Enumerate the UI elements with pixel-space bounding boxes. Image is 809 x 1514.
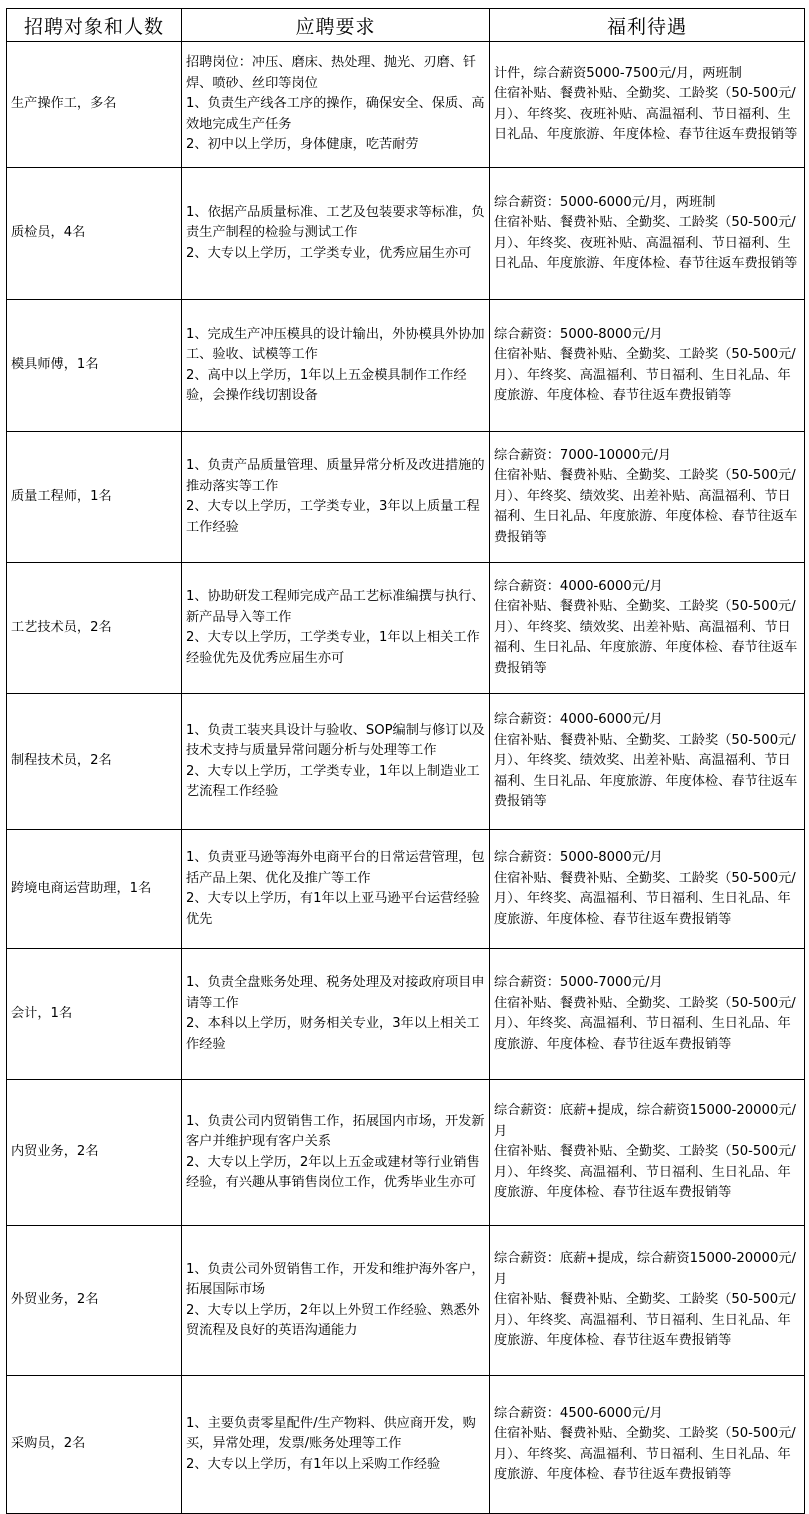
- table-row: [7, 1226, 805, 1376]
- benefit-line: 计件，综合薪资5000-7500元/月，两班制: [494, 65, 742, 81]
- requirement-line: 2、本科以上学历，财务相关专业，3年以上相关工作经验: [186, 1016, 480, 1052]
- table-row: [7, 694, 805, 830]
- requirement-line: 2、初中以上学历，身体健康，吃苦耐劳: [186, 137, 419, 153]
- requirement-line: 2、大专以上学历，工学类专业，1年以上相关工作经验优先及优秀应届生亦可: [186, 630, 480, 666]
- position-cell: 质量工程师，1名: [7, 432, 182, 563]
- position-cell: 工艺技术员，2名: [7, 563, 182, 694]
- requirement-line: 2、大专以上学历，工学类专业，3年以上质量工程工作经验: [186, 499, 480, 535]
- requirement-line: 1、负责公司内贸销售工作，拓展国内市场，开发新客户并维护现有客户关系: [186, 1113, 485, 1149]
- requirement-line: 1、负责全盘账务处理、税务处理及对接政府项目申请等工作: [186, 975, 485, 1011]
- benefit-line: 住宿补贴、餐费补贴、全勤奖、工龄奖（50-500元/月）、年终奖、高温福利、节日福利、生日礼品、年度旅游、年度体检、春节往返车费报销等: [494, 870, 796, 927]
- benefit-line: 住宿补贴、餐费补贴、全勤奖、工龄奖（50-500元/月）、年终奖、夜班补贴、高温福利、节日福利、生日礼品、年度旅游、年度体检、春节往返车费报销等: [494, 215, 798, 271]
- benefit-line: 住宿补贴、餐费补贴、全勤奖、工龄奖（50-500元/月）、年终奖、绩效奖、出差补贴、高温福利、节日福利、生日礼品、年度旅游、年度体检、春节往返车费报销等: [494, 599, 798, 676]
- benefits-cell: [490, 42, 805, 168]
- position-cell: 外贸业务，2名: [7, 1226, 182, 1376]
- benefit-line: 综合薪资：5000-8000元/月: [494, 850, 663, 865]
- requirement-line: 1、协助研发工程师完成产品工艺标准编撰与执行、新产品导入等工作: [186, 589, 485, 625]
- requirement-line: 2、大专以上学历，2年以上五金或建材等行业销售经验，有兴趣从事销售岗位工作，优秀毕业生亦可: [186, 1154, 480, 1190]
- benefit-line: 住宿补贴、餐费补贴、全勤奖、工龄奖（50-500元/月）、年终奖、高温福利、节日福利、生日礼品、年度旅游、年度体检、春节往返车费报销等: [494, 1426, 796, 1482]
- benefit-line: 住宿补贴、餐费补贴、全勤奖、工龄奖（50-500元/月）、年终奖、绩效奖、出差补贴、高温福利、节日福利、生日礼品、年度旅游、年度体检、春节往返车费报销等: [494, 732, 798, 810]
- table-row: [7, 949, 805, 1080]
- requirement-line: 2、大专以上学历，工学类专业，1年以上制造业工艺流程工作经验: [186, 763, 480, 799]
- benefits-cell: [490, 1080, 805, 1226]
- position-cell: 跨境电商运营助理，1名: [7, 830, 182, 949]
- benefit-line: 综合薪资：5000-6000元/月，两班制: [494, 194, 716, 210]
- requirement-line: 1、负责公司外贸销售工作，开发和维护海外客户，拓展国际市场: [186, 1261, 485, 1297]
- requirement-line: 2、大专以上学历，2年以上外贸工作经验、熟悉外贸流程及良好的英语沟通能力: [186, 1302, 480, 1338]
- position-cell: 会计，1名: [7, 949, 182, 1080]
- requirement-line: 1、负责生产线各工序的操作，确保安全、保质、高效地完成生产任务: [186, 96, 485, 132]
- requirement-line: 招聘岗位：冲压、磨床、热处理、抛光、刃磨、钎焊、喷砂、丝印等岗位: [186, 55, 477, 91]
- requirements-cell: [182, 42, 490, 168]
- requirements-cell: [182, 1226, 490, 1376]
- table-row: [7, 300, 805, 432]
- table-row: [7, 1376, 805, 1514]
- table-body: [7, 42, 805, 1514]
- requirement-line: 2、高中以上学历，1年以上五金模具制作工作经验，会操作线切割设备: [186, 367, 467, 403]
- benefit-line: 住宿补贴、餐费补贴、全勤奖、工龄奖（50-500元/月）、年终奖、夜班补贴、高温福利、节日福利、生日礼品、年度旅游、年度体检、春节往返车费报销等: [494, 86, 798, 142]
- benefit-line: 住宿补贴、餐费补贴、全勤奖、工龄奖（50-500元/月）、年终奖、高温福利、节日福利、生日礼品、年度旅游、年度体检、春节往返车费报销等: [494, 1144, 796, 1201]
- benefits-cell: [490, 694, 805, 830]
- benefits-cell: [490, 949, 805, 1080]
- benefit-line: 综合薪资：4000-6000元/月: [494, 712, 663, 728]
- requirements-cell: [182, 830, 490, 949]
- benefit-line: 综合薪资：4000-6000元/月: [494, 578, 663, 594]
- recruitment-table: [6, 8, 805, 1514]
- requirements-cell: [182, 168, 490, 300]
- header-position: 招聘对象和人数: [7, 9, 182, 42]
- benefits-cell: [490, 432, 805, 563]
- benefit-line: 住宿补贴、餐费补贴、全勤奖、工龄奖（50-500元/月）、年终奖、高温福利、节日福利、生日礼品、年度旅游、年度体检、春节往返车费报销等: [494, 347, 796, 403]
- requirements-cell: [182, 949, 490, 1080]
- benefit-line: 住宿补贴、餐费补贴、全勤奖、工龄奖（50-500元/月）、年终奖、高温福利、节日福利、生日礼品、年度旅游、年度体检、春节往返车费报销等: [494, 995, 796, 1052]
- benefits-cell: [490, 1226, 805, 1376]
- requirement-line: 1、主要负责零星配件/生产物料、供应商开发，购买，异常处理，发票/账务处理等工作: [186, 1415, 476, 1452]
- benefits-cell: [490, 830, 805, 949]
- requirements-cell: [182, 563, 490, 694]
- benefits-cell: [490, 300, 805, 432]
- table-row: [7, 168, 805, 300]
- benefits-cell: [490, 168, 805, 300]
- requirements-cell: [182, 694, 490, 830]
- position-cell: 制程技术员，2名: [7, 694, 182, 830]
- position-cell: 生产操作工，多名: [7, 42, 182, 168]
- position-cell: 模具师傅，1名: [7, 300, 182, 432]
- table-row: [7, 432, 805, 563]
- benefit-line: 综合薪资：5000-7000元/月: [494, 975, 663, 990]
- benefit-line: 住宿补贴、餐费补贴、全勤奖、工龄奖（50-500元/月）、年终奖、绩效奖、出差补贴、高温福利、节日福利、生日礼品、年度旅游、年度体检、春节往返车费报销等: [494, 468, 798, 545]
- position-cell: 内贸业务，2名: [7, 1080, 182, 1226]
- benefit-line: 综合薪资：5000-8000元/月: [494, 326, 663, 342]
- benefit-line: 综合薪资：7000-10000元/月: [494, 447, 672, 463]
- requirements-cell: [182, 1080, 490, 1226]
- position-cell: 采购员，2名: [7, 1376, 182, 1514]
- benefit-line: 综合薪资：底薪+提成，综合薪资15000-20000元/月: [494, 1103, 796, 1139]
- benefit-line: 综合薪资：4500-6000元/月: [494, 1405, 663, 1421]
- benefit-line: 综合薪资：底薪+提成，综合薪资15000-20000元/月: [494, 1251, 796, 1287]
- requirements-cell: [182, 300, 490, 432]
- table-row: [7, 42, 805, 168]
- table-row: [7, 563, 805, 694]
- requirement-line: 2、大专以上学历，有1年以上亚马逊平台运营经验优先: [186, 891, 480, 927]
- table-header-row: [7, 9, 805, 42]
- benefit-line: 住宿补贴、餐费补贴、全勤奖、工龄奖（50-500元/月）、年终奖、高温福利、节日福利、生日礼品、年度旅游、年度体检、春节往返车费报销等: [494, 1292, 796, 1349]
- benefits-cell: [490, 563, 805, 694]
- requirement-line: 1、负责产品质量管理、质量异常分析及改进措施的推动落实等工作: [186, 458, 485, 494]
- requirement-line: 2、大专以上学历，工学类专业，优秀应届生亦可: [186, 245, 472, 261]
- benefits-cell: [490, 1376, 805, 1514]
- requirements-cell: [182, 1376, 490, 1514]
- table-row: [7, 830, 805, 949]
- requirement-line: 1、负责亚马逊等海外电商平台的日常运营管理，包括产品上架、优化及推广等工作: [186, 850, 485, 886]
- requirement-line: 1、负责工装夹具设计与验收、SOP编制与修订以及技术支持与质量异常问题分析与处理等工作: [186, 722, 485, 758]
- requirement-line: 1、依据产品质量标准、工艺及包装要求等标准，负责生产制程的检验与测试工作: [186, 204, 485, 241]
- requirement-line: 1、完成生产冲压模具的设计输出，外协模具外协加工、验收、试模等工作: [186, 326, 485, 362]
- header-benefits: 福利待遇: [490, 9, 805, 42]
- position-cell: 质检员，4名: [7, 168, 182, 300]
- requirements-cell: [182, 432, 490, 563]
- header-requirements: 应聘要求: [182, 9, 490, 42]
- table-row: [7, 1080, 805, 1226]
- requirement-line: 2、大专以上学历，有1年以上采购工作经验: [186, 1456, 441, 1472]
